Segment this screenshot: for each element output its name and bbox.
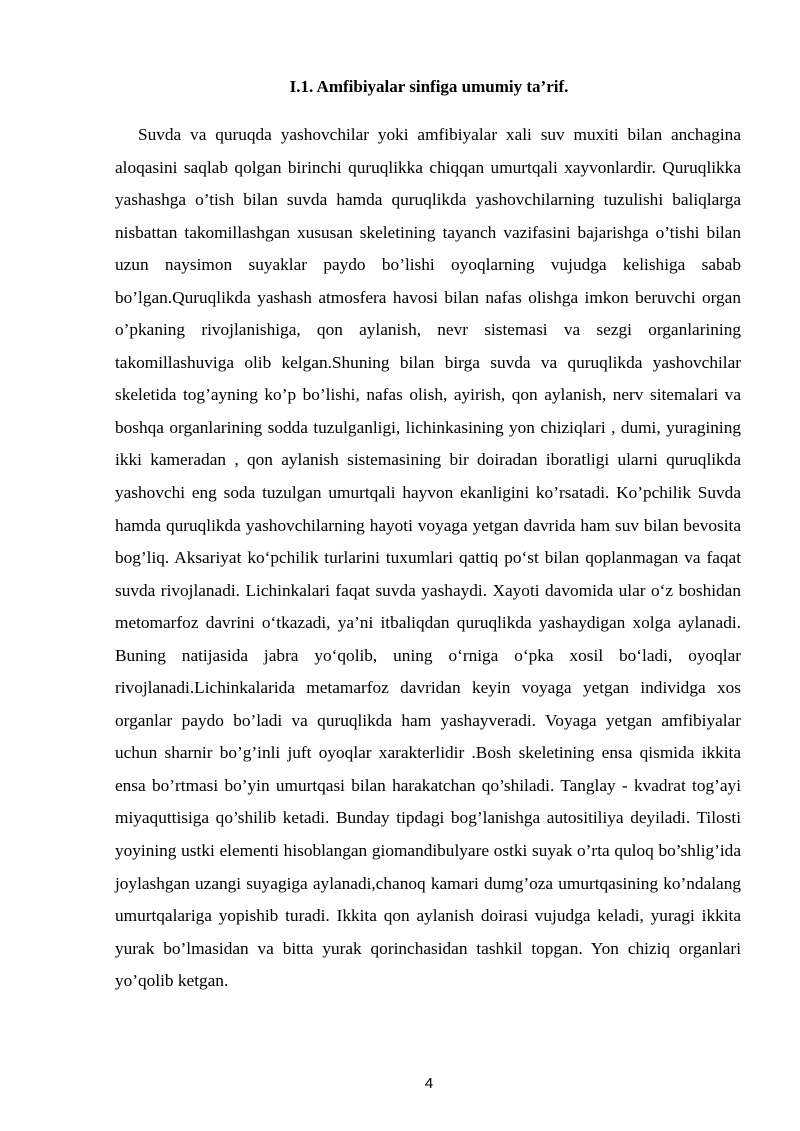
page-number: 4 xyxy=(424,1075,434,1092)
body-paragraph: Suvda va quruqda yashovchilar yoki amfibiyalar xali suv muxiti bilan anchagina aloqasini saqlab qolgan birinchi quruqlikka chiqqan umurtqali xayvonlardir. Quruqlikka yashashga o’tish bilan suvda hamda quruqlikda yashovchilarning tuzulishi baliqlarga nisbattan takomillashgan xususan skeletining tayanch vazifasini bajarishga o’tishi bilan uzun naysimon suyaklar paydo bo’lishi oyoqlarning vujudga kelishiga sabab bo’lgan.Quruqlikda yashash atmosfera havosi bilan nafas olishga imkon beruvchi organ o’pkaning rivojlanishiga, qon aylanish, nevr sistemasi va sezgi organlarining takomillashuviga olib kelgan.Shuning bilan birga suvda va quruqlikda yashovchilar skeletida tog’ayning ko’p bo’lishi, nafas olish, ayirish, qon aylanish, nerv sitemalari va boshqa organlarining sodda tuzulganligi, lichinkasining yon chiziqlari , dumi, yuragining ikki kameradan , qon aylanish sistemasining bir doiradan iboratligi ularni quruqlikda yashovchi eng soda tuzulgan umurtqali hayvon ekanligini ko’rsatadi. Ko’pchilik Suvda hamda quruqlikda yashovchilarning hayoti voyaga yetgan davrida ham suv bilan bevosita bog’liq. Aksariyat ko‘pchilik turlarini tuxumlari qattiq po‘st bilan qoplanmagan va faqat suvda rivojlanadi. Lichinkalari faqat suvda yashaydi. Xayoti davomida ular o‘z boshidan metomarfoz davrini o‘tkazadi, ya’ni itbaliqdan quruqlikda yashaydigan xolga aylanadi. Buning natijasida jabra yo‘qolib, uning o‘rniga o‘pka xosil bo‘ladi, oyoqlar rivojlanadi.Lichinkalarida metamarfoz davridan keyin voyaga yetgan individga xos organlar paydo bo’ladi va quruqlikda ham yashayveradi. Voyaga yetgan amfibiyalar uchun sharnir bo’g’inli juft oyoqlar xarakterlidir .Bosh skeletining ensa qismida ikkita ensa bo’rtmasi bo’yin umurtqasi bilan harakatchan qo’shiladi. Tanglay - kvadrat tog’ayi miyaquttisiga qo’shilib ketadi. Bunday tipdagi bog’lanishga autositiliya deyiladi. Tilosti yoyining ustki elementi hisoblangan giomandibulyare ostki suyak o’rta quloq bo’shlig’ida joylashgan uzangi suyagiga aylanadi,chanoq kamari dumg’oza umurtqasining ko’ndalang umurtqalariga yopishib turadi. Ikkita qon aylanish doirasi vujudga keladi, yuragi ikkita yurak bo’lmasidan va bitta yurak qorinchasidan tashkil topgan. Yon chiziq organlari yo’qolib ketgan. xyxy=(115,125,741,991)
section-heading: I.1. Amfibiyalar sinfiga umumiy ta’rif. xyxy=(289,77,569,96)
